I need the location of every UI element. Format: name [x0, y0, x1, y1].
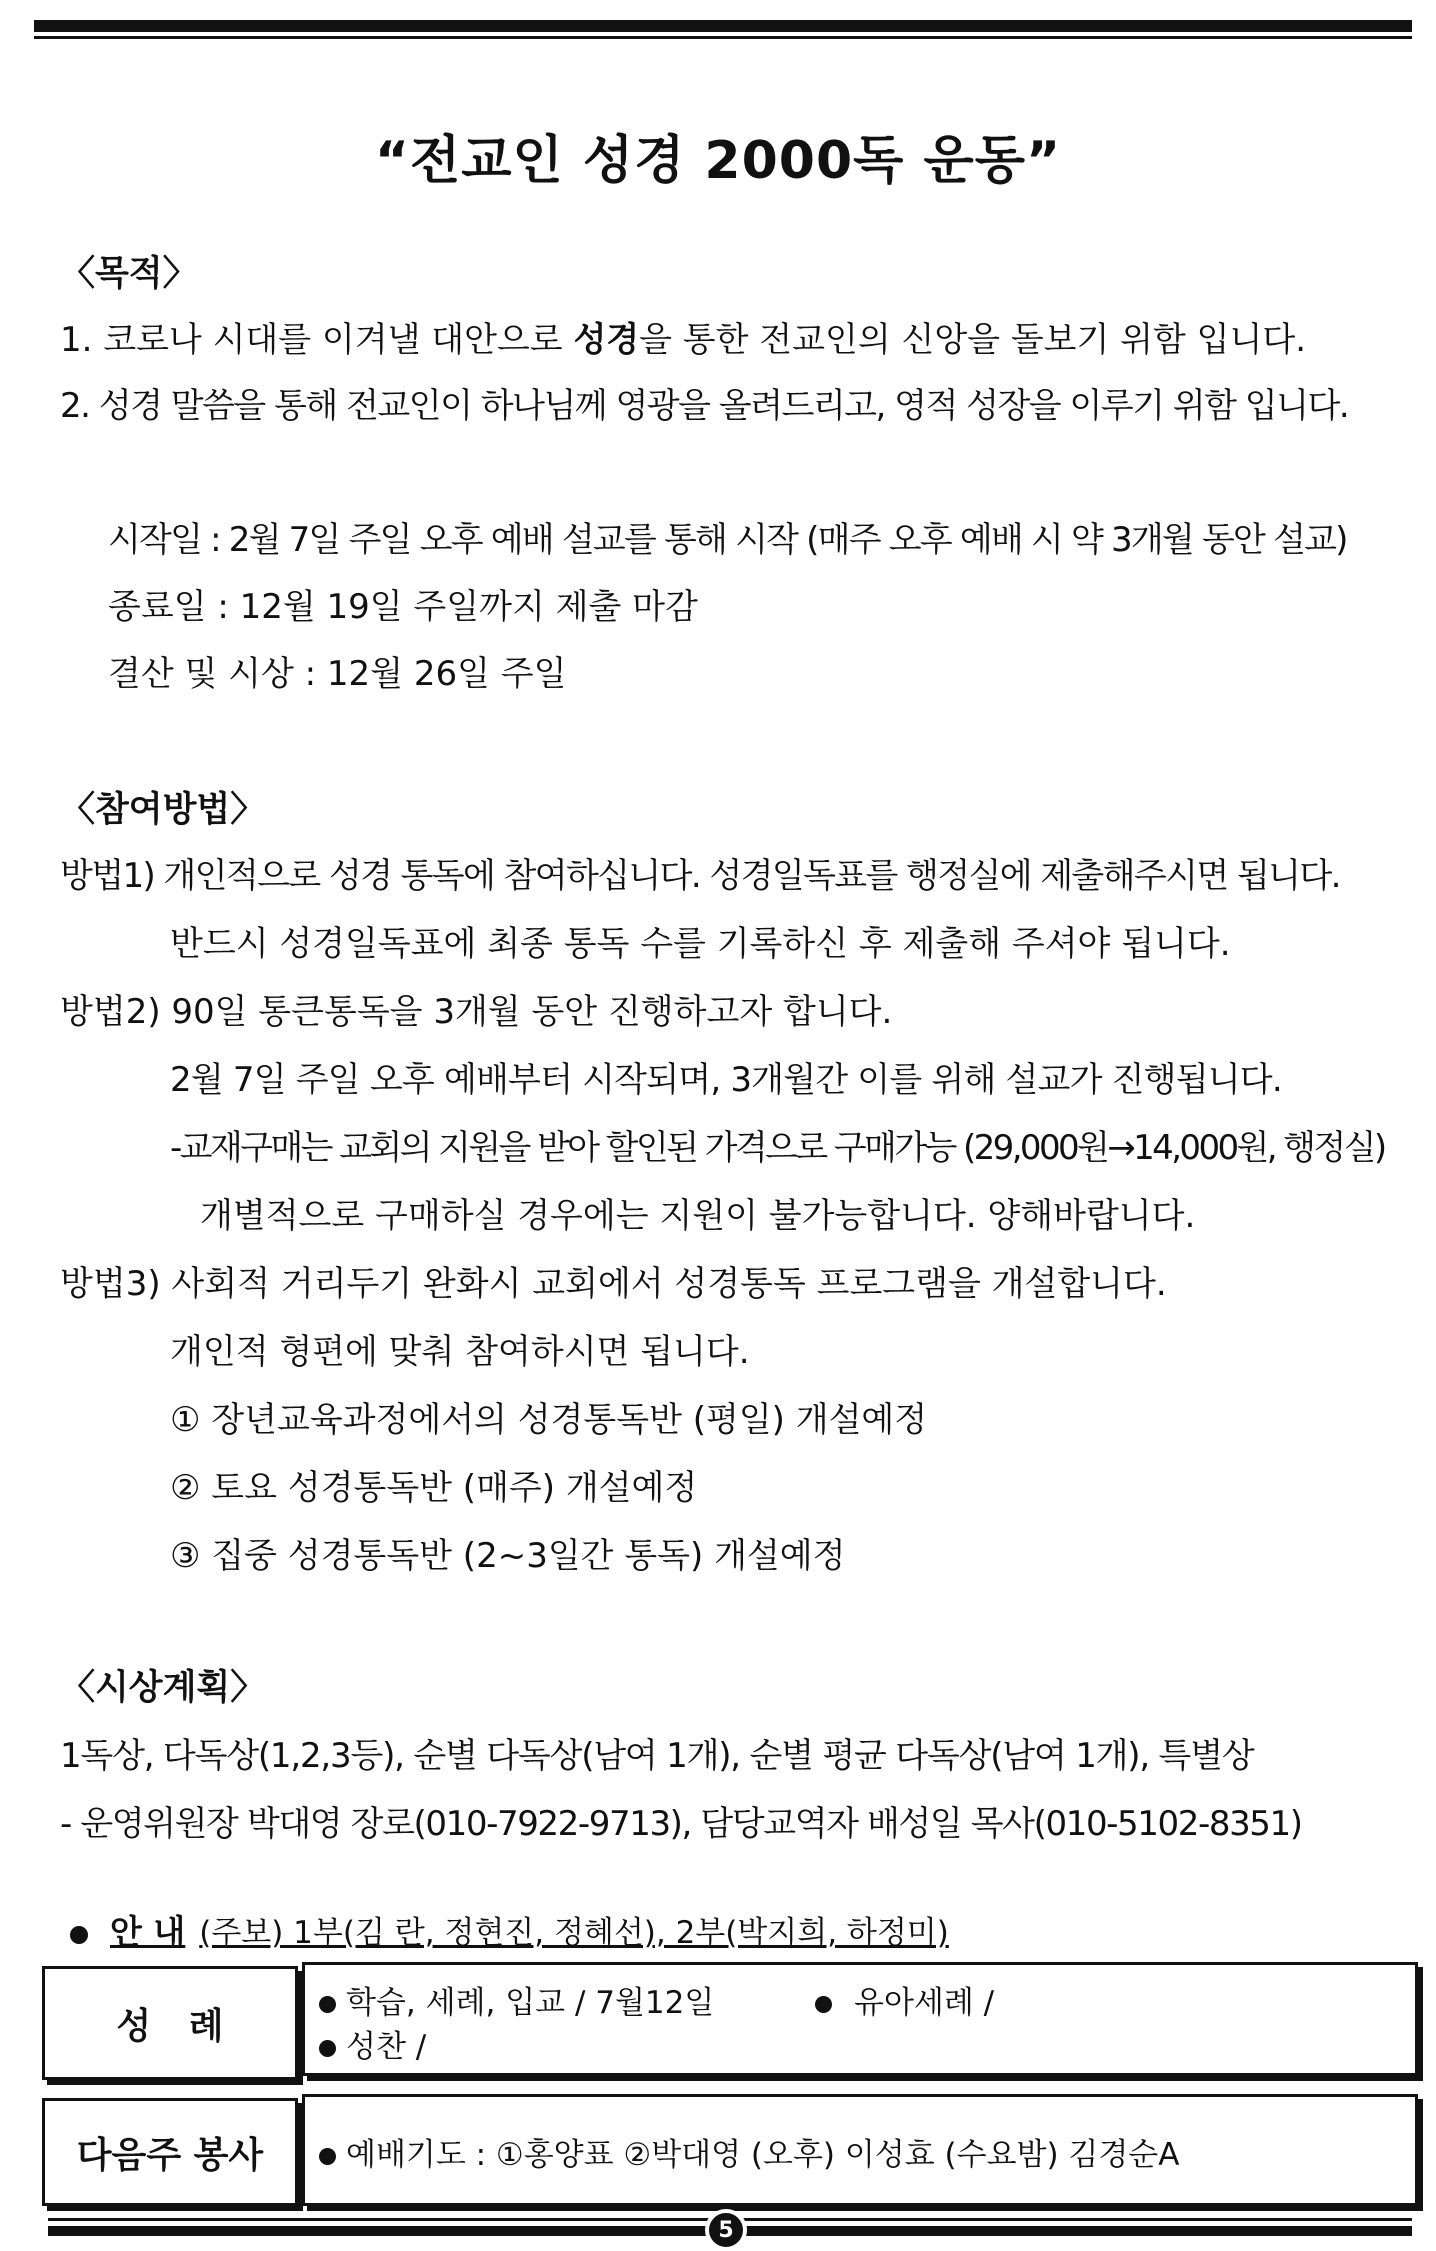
sacrament-label: 성 례: [116, 2005, 224, 2047]
sacrament-item-1-text: 학습, 세례, 입교 / 7월12일: [346, 1985, 715, 2021]
sacrament-item-2-text: 유아세례 /: [854, 1985, 995, 2021]
purpose-heading: 〈목적〉: [60, 254, 198, 294]
prize-line-2: - 운영위원장 박대영 장로(010-7922-9713), 담당교역자 배성일 목사(010-5102-8351): [60, 1804, 1302, 1844]
bullet-icon: [319, 1996, 336, 2013]
method-3-detail: 개인적 형편에 맞춰 참여하시면 됩니다.: [170, 1332, 750, 1372]
purpose-item-1-post: 을 통한 전교인의 신앙을 돌보기 위함 입니다.: [639, 320, 1306, 360]
service-label: 다음주 봉사: [76, 2134, 264, 2176]
prize-heading: 〈시상계획〉: [60, 1668, 266, 1708]
service-item-text: 예배기도 : ①홍양표 ②박대영 (오후) 이성효 (수요밤) 김경순A: [346, 2137, 1180, 2173]
method-3: 방법3) 사회적 거리두기 완화시 교회에서 성경통독 프로그램을 개설합니다.: [60, 1264, 1167, 1304]
bullet-icon: [70, 1926, 88, 1944]
sacrament-content-box: [302, 1962, 1418, 2076]
purpose-item-2: 2. 성경 말씀을 통해 전교인이 하나님께 영광을 올려드리고, 영적 성장을 이루기 위함 입니다.: [60, 386, 1349, 426]
sacrament-item-3-text: 성찬 /: [346, 2029, 427, 2065]
sacrament-label-box: [42, 1966, 298, 2080]
method-3-class-2: ② 토요 성경통독반 (매주) 개설예정: [170, 1468, 698, 1508]
notice-text: (주보) 1부(김 란, 정현진, 정혜선), 2부(박지희, 하정미): [199, 1915, 949, 1951]
schedule-award: 결산 및 시상 : 12월 26일 주일: [108, 654, 567, 694]
service-item: [319, 2129, 1179, 2174]
notice-label: 안 내: [110, 1912, 186, 1951]
page-number: 5: [705, 2209, 747, 2251]
sacrament-item-1: [319, 1977, 714, 2022]
method-2-detail: 2월 7일 주일 오후 예배부터 시작되며, 3개월간 이를 위해 설교가 진행됩니다.: [170, 1060, 1282, 1100]
service-label-box: [42, 2098, 298, 2206]
top-rule-thick: [34, 20, 1412, 32]
bullet-icon: [319, 2148, 336, 2165]
method-3-class-1: ① 장년교육과정에서의 성경통독반 (평일) 개설예정: [170, 1400, 928, 1440]
sacrament-item-2: [815, 1977, 994, 2022]
purpose-item-1-pre: 1. 코로나 시대를 이겨낼 대안으로: [60, 320, 574, 360]
notice-line: [70, 1906, 949, 1953]
schedule-start: 시작일 : 2월 7일 주일 오후 예배 설교를 통해 시작 (매주 오후 예배 시 약 3개월 동안 설교): [108, 520, 1347, 560]
method-3-class-3: ③ 집중 성경통독반 (2~3일간 통독) 개설예정: [170, 1536, 846, 1576]
service-content-box: [302, 2094, 1418, 2206]
schedule-end: 종료일 : 12월 19일 주일까지 제출 마감: [108, 587, 698, 627]
method-1: 방법1) 개인적으로 성경 통독에 참여하십니다. 성경일독표를 행정실에 제출해주시면 됩니다.: [60, 856, 1340, 896]
sacrament-item-3: [319, 2021, 426, 2066]
method-2-note: 개별적으로 구매하실 경우에는 지원이 불가능합니다. 양해바랍니다.: [200, 1196, 1196, 1236]
page-title: “전교인 성경 2000독 운동”: [374, 131, 1062, 191]
bullet-icon: [815, 1996, 832, 2013]
purpose-item-1-bold: 성경: [573, 320, 640, 360]
top-rule-thin: [34, 36, 1412, 39]
method-1-detail: 반드시 성경일독표에 최종 통독 수를 기록하신 후 제출해 주셔야 됩니다.: [170, 924, 1231, 964]
prize-line-1: 1독상, 다독상(1,2,3등), 순별 다독상(남여 1개), 순별 평균 다독상(남여 1개), 특별상: [60, 1736, 1254, 1776]
method-2-price: -교재구매는 교회의 지원을 받아 할인된 가격으로 구매가능 (29,000원→14,000원, 행정실): [170, 1128, 1385, 1168]
method-heading: 〈참여방법〉: [60, 790, 266, 830]
purpose-item-1: [60, 318, 1306, 362]
bullet-icon: [319, 2040, 336, 2057]
method-2: 방법2) 90일 통큰통독을 3개월 동안 진행하고자 합니다.: [60, 992, 893, 1032]
